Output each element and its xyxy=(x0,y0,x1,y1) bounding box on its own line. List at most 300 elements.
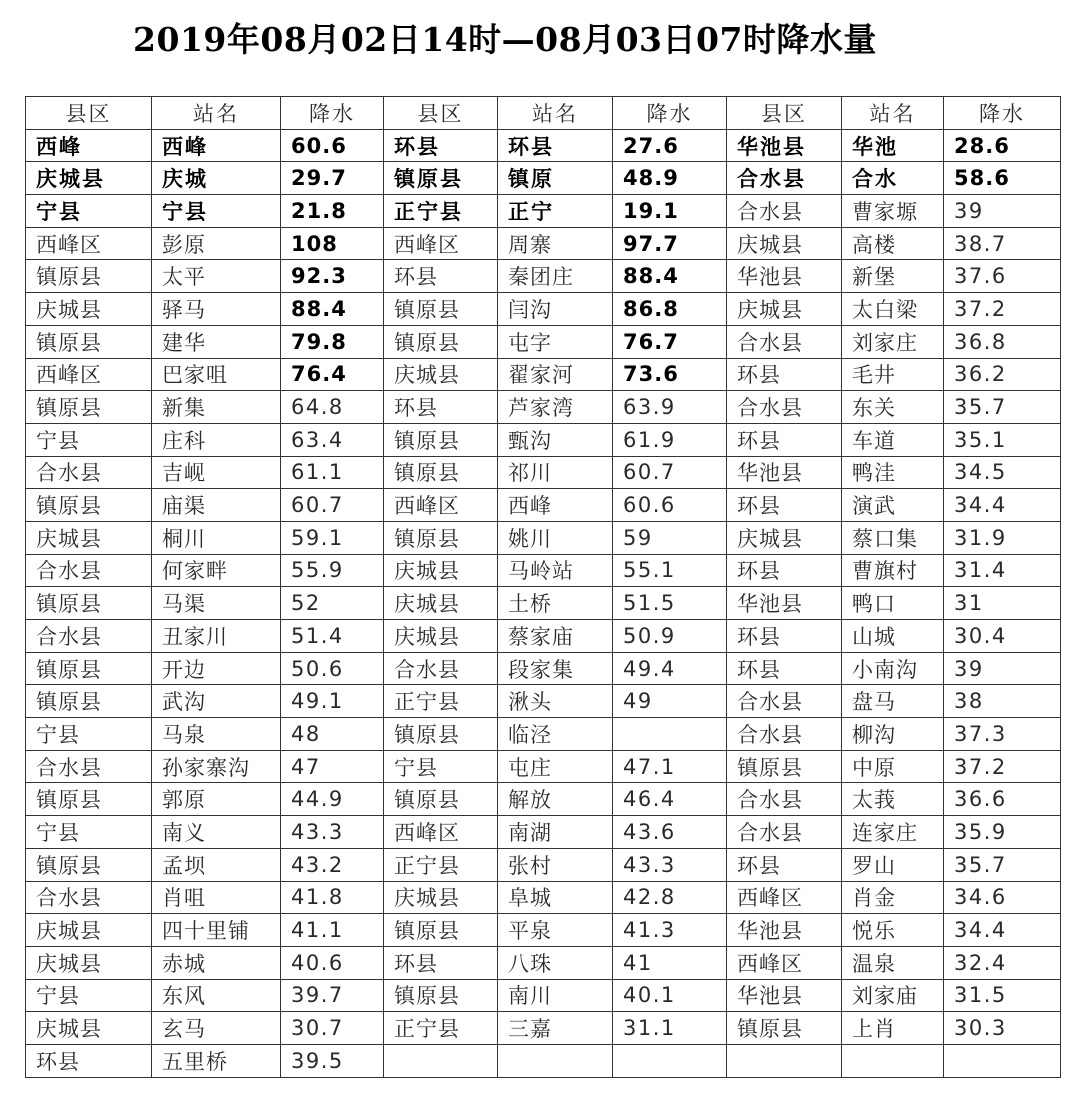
county-cell: 合水县 xyxy=(727,783,842,816)
precipitation-cell: 31.4 xyxy=(944,554,1061,587)
station-cell: 柳沟 xyxy=(842,718,944,751)
county-cell: 合水县 xyxy=(727,816,842,849)
county-cell: 环县 xyxy=(384,129,498,162)
station-cell: 南义 xyxy=(152,816,281,849)
county-cell: 正宁县 xyxy=(384,1012,498,1045)
station-cell: 太白梁 xyxy=(842,293,944,326)
precipitation-cell: 51.5 xyxy=(613,587,727,620)
county-cell: 环县 xyxy=(727,652,842,685)
precipitation-table xyxy=(25,96,1061,1078)
county-cell: 西峰区 xyxy=(384,816,498,849)
county-cell: 正宁县 xyxy=(384,848,498,881)
station-cell: 高楼 xyxy=(842,227,944,260)
precipitation-cell: 34.4 xyxy=(944,914,1061,947)
county-cell: 宁县 xyxy=(26,979,152,1012)
precipitation-cell: 35.9 xyxy=(944,816,1061,849)
precipitation-cell: 49 xyxy=(613,685,727,718)
station-cell: 悦乐 xyxy=(842,914,944,947)
station-cell: 何家畔 xyxy=(152,554,281,587)
precipitation-cell: 49.1 xyxy=(281,685,384,718)
table-row xyxy=(26,227,1061,260)
precipitation-cell: 36.2 xyxy=(944,358,1061,391)
precipitation-cell: 50.9 xyxy=(613,620,727,653)
precipitation-cell: 48.9 xyxy=(613,162,727,195)
precipitation-cell: 31 xyxy=(944,587,1061,620)
precipitation-cell: 47.1 xyxy=(613,750,727,783)
station-cell: 巴家咀 xyxy=(152,358,281,391)
precipitation-cell: 51.4 xyxy=(281,620,384,653)
county-cell: 庆城县 xyxy=(26,293,152,326)
station-cell: 庆城 xyxy=(152,162,281,195)
station-cell: 甄沟 xyxy=(498,423,613,456)
precipitation-cell: 88.4 xyxy=(281,293,384,326)
station-cell: 芦家湾 xyxy=(498,391,613,424)
precipitation-cell: 79.8 xyxy=(281,325,384,358)
precipitation-cell: 36.8 xyxy=(944,325,1061,358)
station-cell: 演武 xyxy=(842,489,944,522)
county-cell: 环县 xyxy=(727,489,842,522)
county-cell: 镇原县 xyxy=(26,391,152,424)
station-cell: 解放 xyxy=(498,783,613,816)
county-cell: 镇原县 xyxy=(384,293,498,326)
county-cell: 合水县 xyxy=(727,391,842,424)
county-cell: 镇原县 xyxy=(26,260,152,293)
county-cell: 镇原县 xyxy=(384,914,498,947)
precipitation-cell: 37.3 xyxy=(944,718,1061,751)
county-cell: 西峰区 xyxy=(384,227,498,260)
station-cell: 西峰 xyxy=(498,489,613,522)
precipitation-cell: 58.6 xyxy=(944,162,1061,195)
county-cell: 环县 xyxy=(727,358,842,391)
county-cell: 宁县 xyxy=(384,750,498,783)
precipitation-cell: 30.3 xyxy=(944,1012,1061,1045)
station-cell: 阜城 xyxy=(498,881,613,914)
county-cell: 镇原县 xyxy=(384,521,498,554)
precipitation-cell: 52 xyxy=(281,587,384,620)
county-cell: 宁县 xyxy=(26,816,152,849)
county-cell: 镇原县 xyxy=(727,1012,842,1045)
precipitation-cell: 30.7 xyxy=(281,1012,384,1045)
precipitation-cell: 32.4 xyxy=(944,946,1061,979)
county-cell: 庆城县 xyxy=(26,162,152,195)
county-cell: 庆城县 xyxy=(727,521,842,554)
county-cell: 环县 xyxy=(26,1044,152,1077)
county-cell: 镇原县 xyxy=(26,489,152,522)
county-cell: 庆城县 xyxy=(727,227,842,260)
table-row xyxy=(26,293,1061,326)
county-cell: 镇原县 xyxy=(26,783,152,816)
county-cell: 庆城县 xyxy=(384,620,498,653)
county-cell: 庆城县 xyxy=(384,587,498,620)
station-cell: 曹家塬 xyxy=(842,195,944,228)
station-cell: 吉岘 xyxy=(152,456,281,489)
precipitation-cell: 41.1 xyxy=(281,914,384,947)
precipitation-cell: 47 xyxy=(281,750,384,783)
header-precip: 降水 xyxy=(613,97,727,130)
county-cell: 西峰区 xyxy=(26,227,152,260)
county-cell: 合水县 xyxy=(727,195,842,228)
county-cell: 合水县 xyxy=(26,881,152,914)
header-station: 站名 xyxy=(842,97,944,130)
county-cell xyxy=(384,1044,498,1077)
station-cell: 丑家川 xyxy=(152,620,281,653)
precipitation-cell: 38 xyxy=(944,685,1061,718)
county-cell: 镇原县 xyxy=(384,325,498,358)
station-cell: 玄马 xyxy=(152,1012,281,1045)
county-cell: 环县 xyxy=(384,946,498,979)
county-cell: 正宁县 xyxy=(384,195,498,228)
station-cell: 秦团庄 xyxy=(498,260,613,293)
county-cell: 合水县 xyxy=(26,750,152,783)
county-cell: 合水县 xyxy=(727,162,842,195)
station-cell: 屯庄 xyxy=(498,750,613,783)
station-cell xyxy=(498,1044,613,1077)
station-cell: 温泉 xyxy=(842,946,944,979)
station-cell: 新集 xyxy=(152,391,281,424)
county-cell: 合水县 xyxy=(727,718,842,751)
precipitation-cell: 39 xyxy=(944,195,1061,228)
precipitation-cell: 86.8 xyxy=(613,293,727,326)
precipitation-cell: 76.4 xyxy=(281,358,384,391)
precipitation-cell: 29.7 xyxy=(281,162,384,195)
precipitation-cell: 60.7 xyxy=(613,456,727,489)
precipitation-cell: 34.4 xyxy=(944,489,1061,522)
table-row xyxy=(26,1012,1061,1045)
county-cell: 庆城县 xyxy=(26,521,152,554)
county-cell: 西峰区 xyxy=(727,946,842,979)
header-station: 站名 xyxy=(152,97,281,130)
precipitation-cell: 60.6 xyxy=(613,489,727,522)
county-cell: 庆城县 xyxy=(26,946,152,979)
county-cell: 庆城县 xyxy=(384,881,498,914)
station-cell: 翟家河 xyxy=(498,358,613,391)
station-cell: 开边 xyxy=(152,652,281,685)
precipitation-cell: 60.6 xyxy=(281,129,384,162)
precipitation-cell: 37.2 xyxy=(944,750,1061,783)
table-row xyxy=(26,979,1061,1012)
station-cell: 东风 xyxy=(152,979,281,1012)
station-cell: 鸭洼 xyxy=(842,456,944,489)
precipitation-cell: 39 xyxy=(944,652,1061,685)
table-row xyxy=(26,718,1061,751)
county-cell: 环县 xyxy=(727,620,842,653)
station-cell: 郭原 xyxy=(152,783,281,816)
table-row xyxy=(26,914,1061,947)
station-cell: 肖金 xyxy=(842,881,944,914)
table-row xyxy=(26,162,1061,195)
precipitation-cell: 34.6 xyxy=(944,881,1061,914)
county-cell: 宁县 xyxy=(26,718,152,751)
precipitation-cell: 63.9 xyxy=(613,391,727,424)
county-cell: 华池县 xyxy=(727,129,842,162)
station-cell: 镇原 xyxy=(498,162,613,195)
table-row xyxy=(26,423,1061,456)
table-row xyxy=(26,358,1061,391)
county-cell: 镇原县 xyxy=(26,685,152,718)
station-cell: 太平 xyxy=(152,260,281,293)
precipitation-cell: 35.7 xyxy=(944,848,1061,881)
table-row xyxy=(26,1044,1061,1077)
county-cell: 环县 xyxy=(384,391,498,424)
precipitation-cell: 55.9 xyxy=(281,554,384,587)
table-row xyxy=(26,195,1061,228)
county-cell: 合水县 xyxy=(384,652,498,685)
table-row xyxy=(26,946,1061,979)
precipitation-cell: 38.7 xyxy=(944,227,1061,260)
precipitation-cell: 39.5 xyxy=(281,1044,384,1077)
table-row xyxy=(26,783,1061,816)
station-cell: 三嘉 xyxy=(498,1012,613,1045)
header-precip: 降水 xyxy=(281,97,384,130)
precipitation-cell: 31.1 xyxy=(613,1012,727,1045)
station-cell: 孙家寨沟 xyxy=(152,750,281,783)
precipitation-cell: 60.7 xyxy=(281,489,384,522)
table-row xyxy=(26,521,1061,554)
precipitation-cell: 55.1 xyxy=(613,554,727,587)
station-cell: 鸭口 xyxy=(842,587,944,620)
station-cell: 华池 xyxy=(842,129,944,162)
station-cell: 驿马 xyxy=(152,293,281,326)
precipitation-cell: 41.8 xyxy=(281,881,384,914)
county-cell: 正宁县 xyxy=(384,685,498,718)
table-row xyxy=(26,848,1061,881)
station-cell: 孟坝 xyxy=(152,848,281,881)
station-cell: 四十里铺 xyxy=(152,914,281,947)
precipitation-cell: 73.6 xyxy=(613,358,727,391)
station-cell: 庙渠 xyxy=(152,489,281,522)
station-cell: 祁川 xyxy=(498,456,613,489)
page-title: 2019年08月02日14时—08月03日07时降水量 xyxy=(133,20,877,59)
station-cell: 新堡 xyxy=(842,260,944,293)
table-row xyxy=(26,260,1061,293)
header-station: 站名 xyxy=(498,97,613,130)
table-header-row xyxy=(26,97,1061,130)
precipitation-cell: 43.2 xyxy=(281,848,384,881)
county-cell: 镇原县 xyxy=(384,783,498,816)
station-cell: 刘家庙 xyxy=(842,979,944,1012)
precipitation-cell xyxy=(944,1044,1061,1077)
header-county: 县区 xyxy=(727,97,842,130)
county-cell: 庆城县 xyxy=(26,914,152,947)
table-row xyxy=(26,652,1061,685)
station-cell: 闫沟 xyxy=(498,293,613,326)
county-cell: 环县 xyxy=(727,423,842,456)
county-cell xyxy=(727,1044,842,1077)
table-row xyxy=(26,129,1061,162)
station-cell: 南湖 xyxy=(498,816,613,849)
station-cell: 赤城 xyxy=(152,946,281,979)
station-cell: 庄科 xyxy=(152,423,281,456)
precipitation-cell: 43.6 xyxy=(613,816,727,849)
precipitation-cell: 34.5 xyxy=(944,456,1061,489)
precipitation-cell: 42.8 xyxy=(613,881,727,914)
county-cell: 镇原县 xyxy=(26,325,152,358)
precipitation-cell: 64.8 xyxy=(281,391,384,424)
station-cell: 平泉 xyxy=(498,914,613,947)
station-cell: 山城 xyxy=(842,620,944,653)
table-row xyxy=(26,456,1061,489)
precipitation-cell: 108 xyxy=(281,227,384,260)
precipitation-cell: 35.7 xyxy=(944,391,1061,424)
county-cell: 环县 xyxy=(727,554,842,587)
precipitation-cell: 61.1 xyxy=(281,456,384,489)
precipitation-cell: 40.6 xyxy=(281,946,384,979)
station-cell: 段家集 xyxy=(498,652,613,685)
county-cell: 华池县 xyxy=(727,587,842,620)
table-row xyxy=(26,587,1061,620)
station-cell: 彭原 xyxy=(152,227,281,260)
header-county: 县区 xyxy=(26,97,152,130)
county-cell: 庆城县 xyxy=(727,293,842,326)
county-cell: 宁县 xyxy=(26,195,152,228)
table-row xyxy=(26,685,1061,718)
station-cell: 八珠 xyxy=(498,946,613,979)
precipitation-cell: 59.1 xyxy=(281,521,384,554)
precipitation-cell: 44.9 xyxy=(281,783,384,816)
county-cell: 合水县 xyxy=(727,685,842,718)
station-cell: 马泉 xyxy=(152,718,281,751)
station-cell: 屯字 xyxy=(498,325,613,358)
county-cell: 环县 xyxy=(384,260,498,293)
station-cell: 姚川 xyxy=(498,521,613,554)
station-cell: 太莪 xyxy=(842,783,944,816)
county-cell: 镇原县 xyxy=(384,162,498,195)
station-cell: 宁县 xyxy=(152,195,281,228)
county-cell: 西峰区 xyxy=(384,489,498,522)
precipitation-cell xyxy=(613,1044,727,1077)
county-cell: 合水县 xyxy=(727,325,842,358)
county-cell: 镇原县 xyxy=(26,587,152,620)
station-cell: 周寨 xyxy=(498,227,613,260)
precipitation-cell: 48 xyxy=(281,718,384,751)
precipitation-cell: 97.7 xyxy=(613,227,727,260)
table-row xyxy=(26,489,1061,522)
county-cell: 镇原县 xyxy=(26,652,152,685)
county-cell: 镇原县 xyxy=(384,423,498,456)
precipitation-cell: 50.6 xyxy=(281,652,384,685)
precipitation-cell: 30.4 xyxy=(944,620,1061,653)
station-cell: 土桥 xyxy=(498,587,613,620)
precipitation-cell: 76.7 xyxy=(613,325,727,358)
precipitation-cell: 61.9 xyxy=(613,423,727,456)
table-row xyxy=(26,620,1061,653)
station-cell: 桐川 xyxy=(152,521,281,554)
station-cell: 马渠 xyxy=(152,587,281,620)
station-cell: 连家庄 xyxy=(842,816,944,849)
station-cell: 正宁 xyxy=(498,195,613,228)
county-cell: 西峰区 xyxy=(26,358,152,391)
county-cell: 华池县 xyxy=(727,979,842,1012)
table-row xyxy=(26,325,1061,358)
precipitation-cell: 31.9 xyxy=(944,521,1061,554)
header-county: 县区 xyxy=(384,97,498,130)
precipitation-cell: 31.5 xyxy=(944,979,1061,1012)
station-cell: 曹旗村 xyxy=(842,554,944,587)
county-cell: 西峰 xyxy=(26,129,152,162)
precipitation-cell: 92.3 xyxy=(281,260,384,293)
county-cell: 镇原县 xyxy=(384,718,498,751)
station-cell: 西峰 xyxy=(152,129,281,162)
county-cell: 庆城县 xyxy=(26,1012,152,1045)
county-cell: 华池县 xyxy=(727,260,842,293)
county-cell: 合水县 xyxy=(26,554,152,587)
county-cell: 华池县 xyxy=(727,914,842,947)
table-row xyxy=(26,816,1061,849)
county-cell: 镇原县 xyxy=(384,979,498,1012)
county-cell: 合水县 xyxy=(26,620,152,653)
county-cell: 环县 xyxy=(727,848,842,881)
station-cell: 环县 xyxy=(498,129,613,162)
county-cell: 宁县 xyxy=(26,423,152,456)
station-cell: 合水 xyxy=(842,162,944,195)
table-row xyxy=(26,554,1061,587)
station-cell: 武沟 xyxy=(152,685,281,718)
precipitation-cell: 21.8 xyxy=(281,195,384,228)
table-row xyxy=(26,391,1061,424)
county-cell: 庆城县 xyxy=(384,554,498,587)
county-cell: 镇原县 xyxy=(384,456,498,489)
precipitation-cell: 46.4 xyxy=(613,783,727,816)
precipitation-cell: 43.3 xyxy=(613,848,727,881)
header-precip: 降水 xyxy=(944,97,1061,130)
station-cell: 肖咀 xyxy=(152,881,281,914)
precipitation-cell: 63.4 xyxy=(281,423,384,456)
station-cell: 五里桥 xyxy=(152,1044,281,1077)
station-cell: 刘家庄 xyxy=(842,325,944,358)
station-cell: 临泾 xyxy=(498,718,613,751)
station-cell: 毛井 xyxy=(842,358,944,391)
station-cell: 盘马 xyxy=(842,685,944,718)
precipitation-cell: 39.7 xyxy=(281,979,384,1012)
station-cell: 上肖 xyxy=(842,1012,944,1045)
precipitation-cell: 27.6 xyxy=(613,129,727,162)
table-body xyxy=(26,129,1061,1077)
station-cell: 车道 xyxy=(842,423,944,456)
precipitation-cell: 41 xyxy=(613,946,727,979)
precipitation-cell: 28.6 xyxy=(944,129,1061,162)
station-cell: 张村 xyxy=(498,848,613,881)
precipitation-cell: 88.4 xyxy=(613,260,727,293)
precipitation-cell xyxy=(613,718,727,751)
county-cell: 镇原县 xyxy=(727,750,842,783)
precipitation-cell: 35.1 xyxy=(944,423,1061,456)
station-cell: 中原 xyxy=(842,750,944,783)
county-cell: 庆城县 xyxy=(384,358,498,391)
station-cell: 马岭站 xyxy=(498,554,613,587)
county-cell: 合水县 xyxy=(26,456,152,489)
county-cell: 镇原县 xyxy=(26,848,152,881)
precipitation-cell: 19.1 xyxy=(613,195,727,228)
county-cell: 华池县 xyxy=(727,456,842,489)
county-cell: 西峰区 xyxy=(727,881,842,914)
precipitation-cell: 41.3 xyxy=(613,914,727,947)
station-cell: 建华 xyxy=(152,325,281,358)
station-cell xyxy=(842,1044,944,1077)
table-row xyxy=(26,881,1061,914)
precipitation-cell: 49.4 xyxy=(613,652,727,685)
station-cell: 蔡家庙 xyxy=(498,620,613,653)
station-cell: 湫头 xyxy=(498,685,613,718)
precipitation-cell: 40.1 xyxy=(613,979,727,1012)
station-cell: 东关 xyxy=(842,391,944,424)
precipitation-cell: 37.6 xyxy=(944,260,1061,293)
station-cell: 小南沟 xyxy=(842,652,944,685)
station-cell: 蔡口集 xyxy=(842,521,944,554)
precipitation-cell: 37.2 xyxy=(944,293,1061,326)
precipitation-cell: 36.6 xyxy=(944,783,1061,816)
precipitation-cell: 43.3 xyxy=(281,816,384,849)
precipitation-cell: 59 xyxy=(613,521,727,554)
